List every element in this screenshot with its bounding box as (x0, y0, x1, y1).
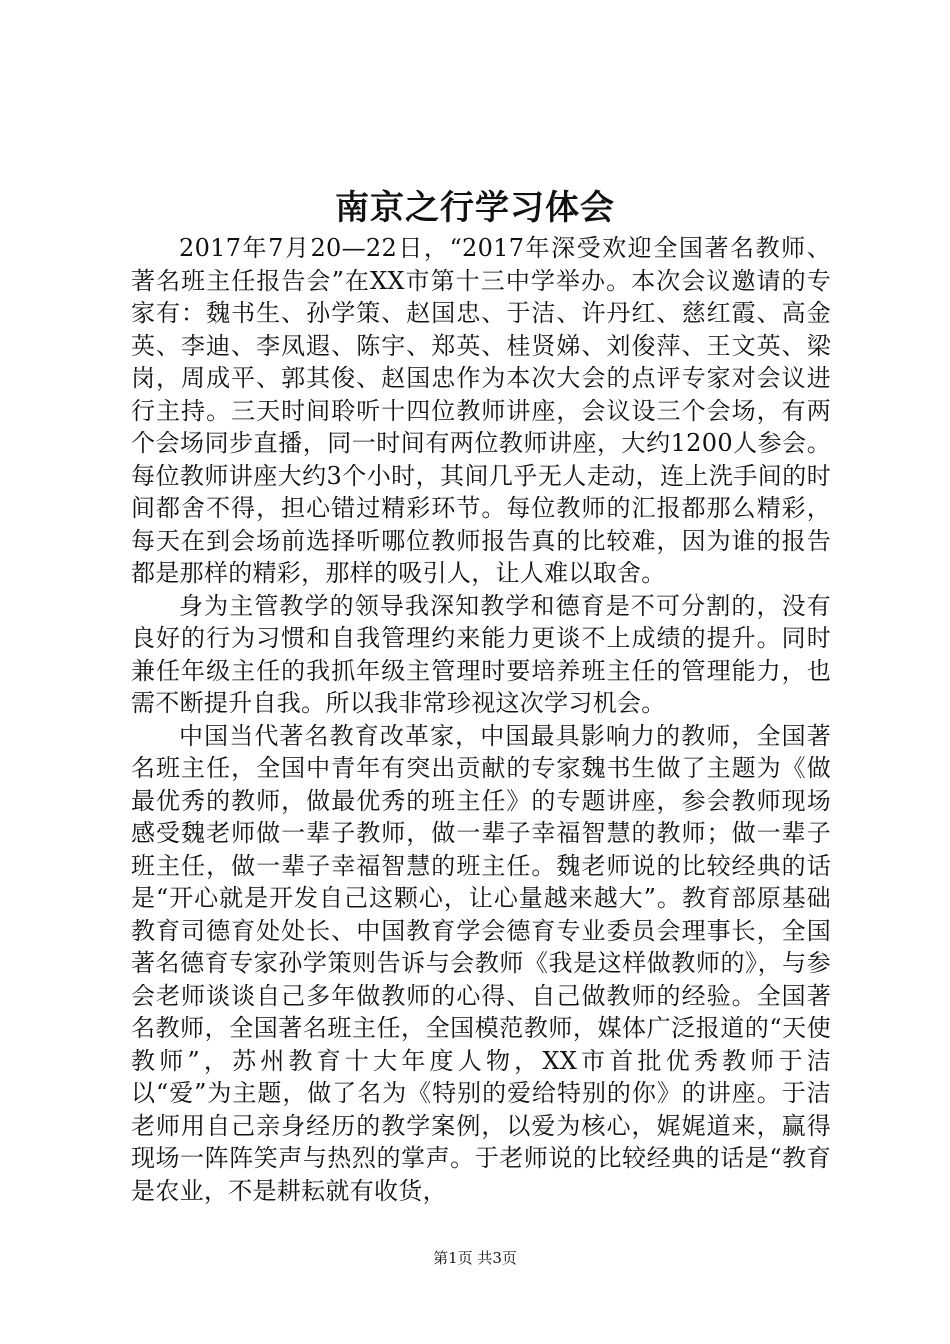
paragraph-1: 2017年7月20—22日，“2017年深受欢迎全国著名教师、著名班主任报告会”在XX市第十三中学举办。本次会议邀请的专家有：魏书生、孙学策、赵国忠、于洁、许丹红、慈红霞、高金英、李迪、李凤遐、陈宇、郑英、桂贤娣、刘俊萍、王文英、梁岗，周成平、郭其俊、赵国忠作为本次大会的点评专家对会议进行主持。三天时间聆听十四位教师讲座，会议设三个会场，有两个会场同步直播，同一时间有两位教师讲座，大约1200人参会。每位教师讲座大约3个小时，其间几乎无人走动，连上洗手间的时间都舍不得，担心错过精彩环节。每位教师的汇报都那么精彩，每天在到会场前选择听哪位教师报告真的比较难，因为谁的报告都是那样的精彩，那样的吸引人，让人难以取舍。 (131, 234, 831, 587)
document-body (131, 232, 831, 1207)
document-title: 南京之行学习体会 (335, 188, 615, 228)
page-number-footer: 第1页 共3页 (433, 1249, 517, 1267)
paragraph-2: 身为主管教学的领导我深知教学和德育是不可分割的，没有良好的行为习惯和自我管理约来能力更谈不上成绩的提升。同时兼任年级主任的我抓年级主管理时要培养班主任的管理能力，也需不断提升自我。所以我非常珍视这次学习机会。 (131, 591, 831, 717)
paragraph-3: 中国当代著名教育改革家，中国最具影响力的教师，全国著名班主任，全国中青年有突出贡献的专家魏书生做了主题为《做最优秀的教师，做最优秀的班主任》的专题讲座，参会教师现场感受魏老师做一辈子教师，做一辈子幸福智慧的教师；做一辈子班主任，做一辈子幸福智慧的班主任。魏老师说的比较经典的话是“开心就是开发自己这颗心，让心量越来越大”。教育部原基础教育司德育处处长、中国教育学会德育专业委员会理事长，全国著名德育专家孙学策则告诉与会教师《我是这样做教师的》，与参会老师谈谈自己多年做教师的心得、自己做教师的经验。全国著名教师，全国著名班主任，全国模范教师，媒体广泛报道的“天使教师”，苏州教育十大年度人物，XX市首批优秀教师于洁以“爱”为主题，做了名为《特别的爱给特别的你》的讲座。于洁老师用自己亲身经历的教学案例，以爱为核心，娓娓道来，赢得现场一阵阵笑声与热烈的掌声。于老师说的比较经典的话是“教育是农业，不是耕耘就有收货， (131, 721, 831, 1205)
